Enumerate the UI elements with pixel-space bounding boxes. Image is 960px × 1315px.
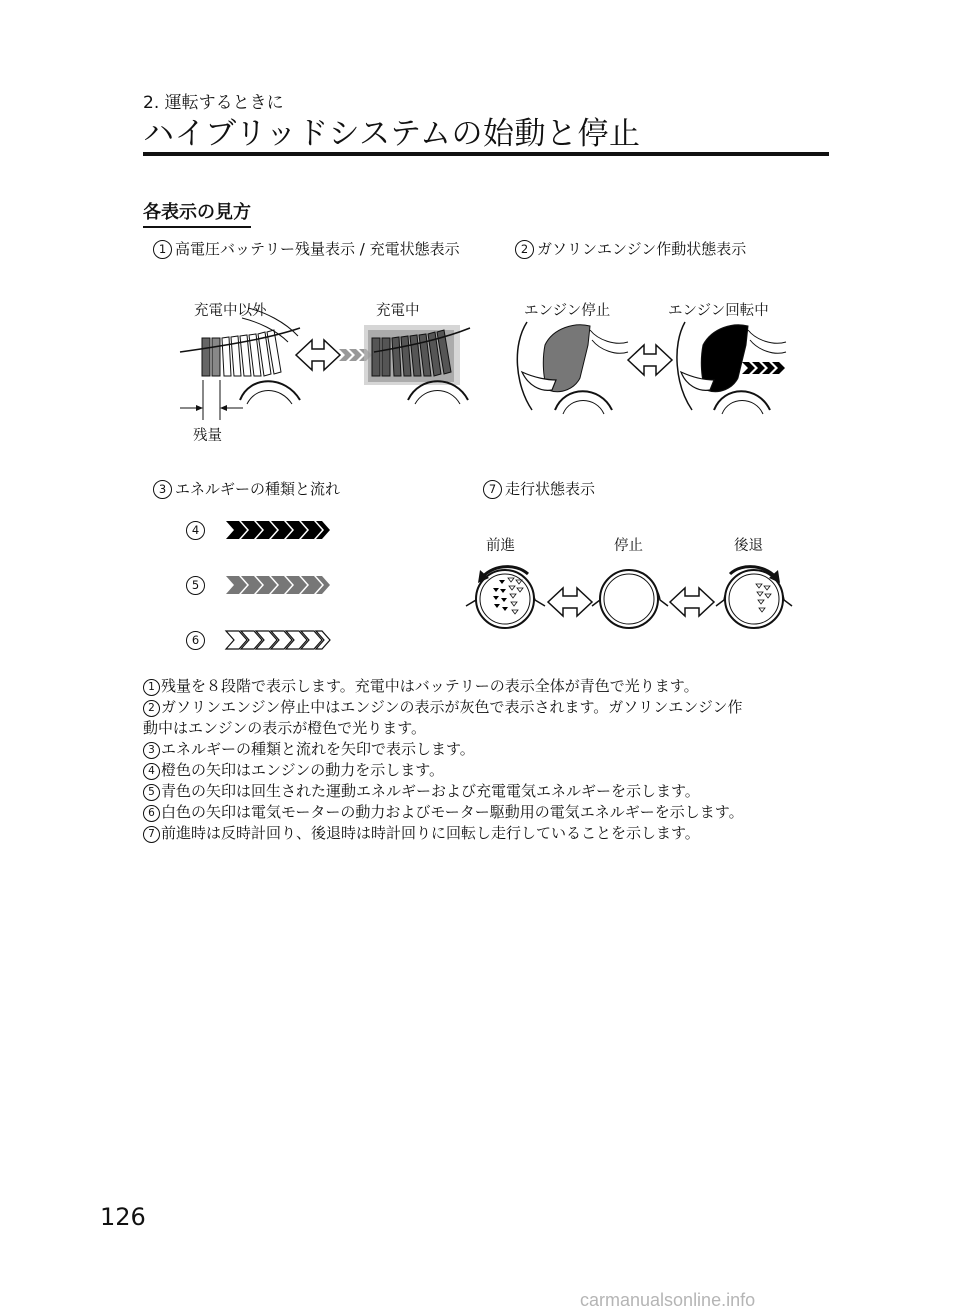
desc-2-number: 2: [143, 700, 160, 717]
desc-line-3: [143, 739, 843, 760]
wheel-forward: [466, 567, 545, 628]
desc-7-number: 7: [143, 826, 160, 843]
page-title: ハイブリッドシステムの始動と停止: [143, 116, 641, 152]
chapter-heading: 2. 運転するときに: [143, 93, 284, 113]
desc-line-6: [143, 802, 843, 823]
callout-3-label: エネルギーの種類と流れ: [175, 480, 341, 498]
desc-1-text: 残量を８段階で表示します。充電中はバッテリーの表示全体が青色で光ります。: [161, 677, 699, 695]
callout-3-number: 3: [153, 480, 172, 499]
label-charging: 充電中: [376, 303, 420, 319]
desc-2-text: ガソリンエンジン停止中はエンジンの表示が灰色で表示されます。ガソリンエンジン作: [161, 698, 743, 716]
callout-7-number: 7: [483, 480, 502, 499]
desc-5-text: 青色の矢印は回生された運動エネルギーおよび充電電気エネルギーを示します。: [161, 782, 700, 800]
desc-line-7: [143, 823, 843, 844]
label-reverse: 後退: [734, 538, 763, 554]
callout-2-label: ガソリンエンジン作動状態表示: [537, 240, 747, 258]
label-engine-stop: エンジン停止: [524, 303, 611, 319]
desc-4-text: 橙色の矢印はエンジンの動力を示します。: [161, 761, 445, 779]
section-title: 各表示の見方: [143, 198, 251, 228]
label-not-charging: 充電中以外: [194, 303, 267, 319]
callout-1-label: 高電圧バッテリー残量表示 / 充電状態表示: [175, 240, 460, 258]
desc-3-number: 3: [143, 742, 160, 759]
label-forward: 前進: [486, 538, 515, 554]
callout-1-number: 1: [153, 240, 172, 259]
desc-3-text: エネルギーの種類と流れを矢印で表示します。: [161, 740, 475, 758]
desc-6-number: 6: [143, 805, 160, 822]
wheel-reverse: [716, 567, 792, 628]
label-engine-running: エンジン回転中: [668, 303, 769, 319]
desc-line-2b: [143, 718, 843, 739]
desc-4-number: 4: [143, 763, 160, 780]
desc-5-number: 5: [143, 784, 160, 801]
label-remaining: 残量: [193, 428, 222, 444]
desc-line-1: [143, 676, 843, 697]
wheel-stopped: [592, 570, 668, 628]
desc-2b-text: 動中はエンジンの表示が橙色で光ります。: [143, 719, 427, 737]
desc-7-text: 前進時は反時計回り、後退時は時計回りに回転し走行していることを示します。: [161, 824, 700, 842]
page-number: 126: [100, 1203, 146, 1231]
callout-2-number: 2: [515, 240, 534, 259]
desc-6-text: 白色の矢印は電気モーターの動力およびモーター駆動用の電気エネルギーを示します。: [161, 803, 744, 821]
description-list: [143, 676, 843, 844]
desc-1-number: 1: [143, 679, 160, 696]
desc-line-5: [143, 781, 843, 802]
double-arrow-3: [548, 588, 592, 616]
callout-6-number: 6: [186, 631, 205, 650]
double-arrow-4: [670, 588, 714, 616]
callout-4-number: 4: [186, 521, 205, 540]
desc-line-4: [143, 760, 843, 781]
callout-5-number: 5: [186, 576, 205, 595]
desc-line-2: [143, 697, 843, 718]
watermark: carmanualsonline.info: [580, 1290, 756, 1310]
label-stop: 停止: [614, 538, 643, 554]
callout-7-label: 走行状態表示: [505, 480, 596, 498]
